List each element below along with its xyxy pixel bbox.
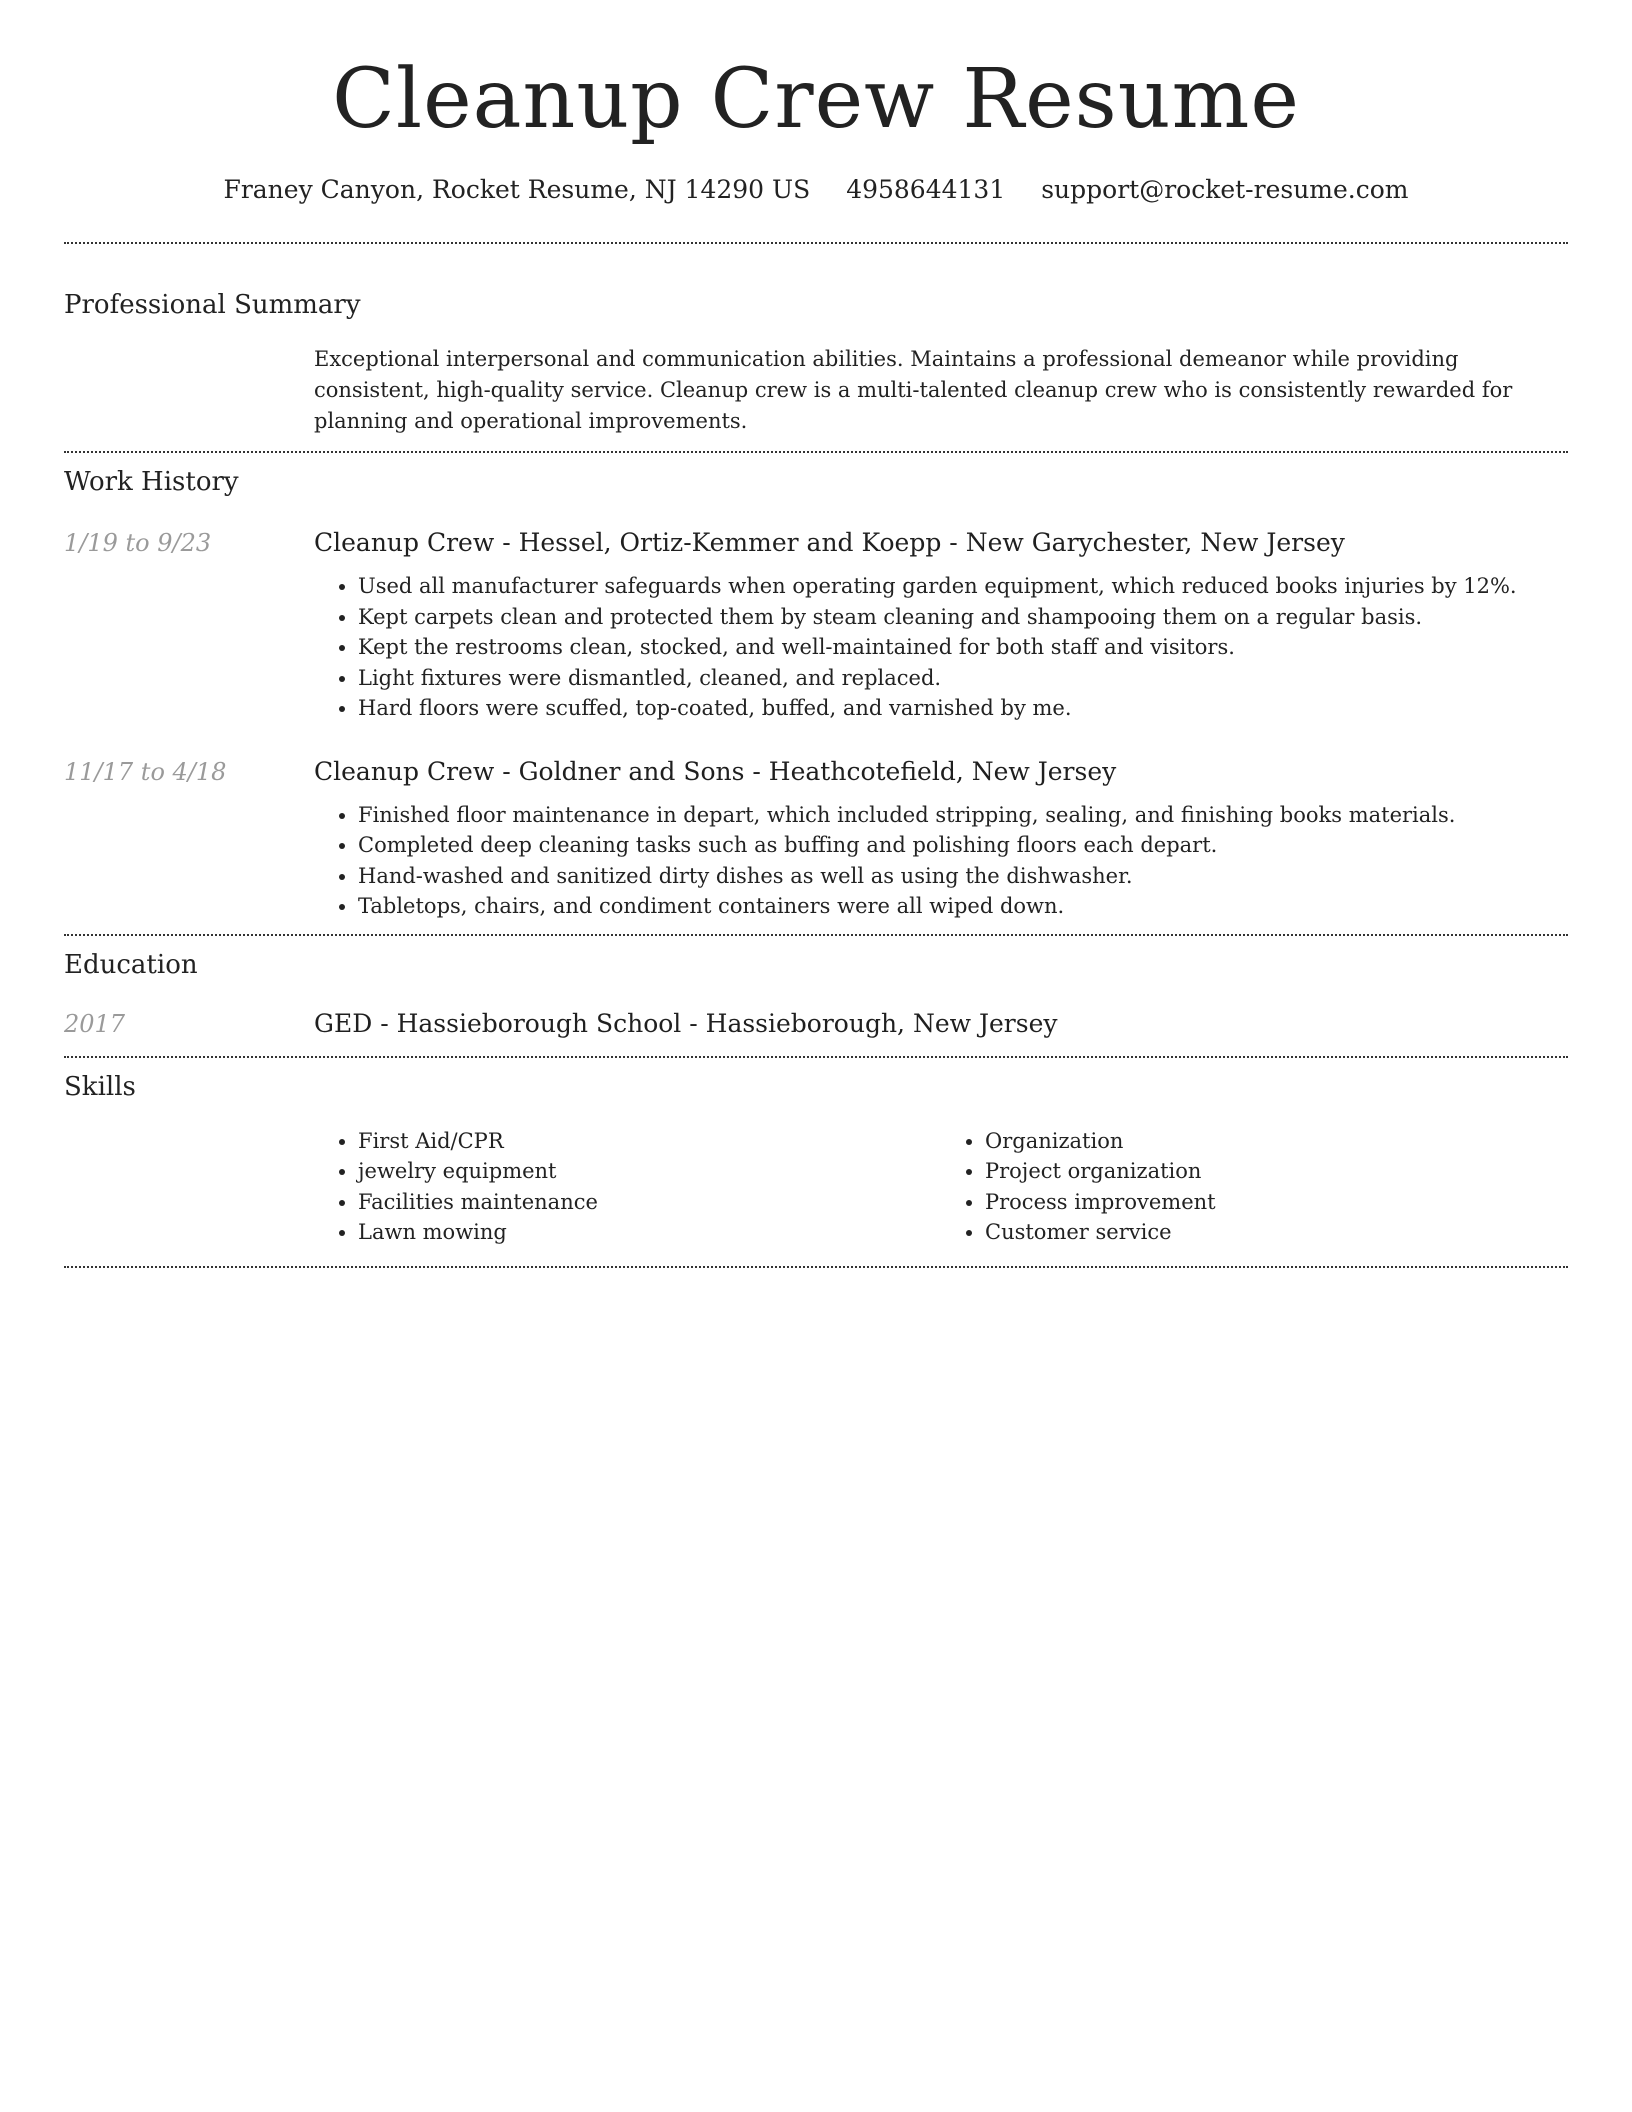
work-content bbox=[314, 527, 1568, 724]
skills-spacer bbox=[64, 1126, 314, 1248]
skills-list-right bbox=[941, 1126, 1568, 1248]
work-title: Cleanup Crew - Goldner and Sons - Heathcotefield, New Jersey bbox=[314, 756, 1117, 786]
page-title: Cleanup Crew Resume bbox=[332, 52, 1300, 147]
education-title: GED - Hassieborough School - Hassieborough, New Jersey bbox=[314, 1008, 1058, 1038]
work-entry bbox=[64, 756, 1568, 934]
list-item: • Kept the restrooms clean, stocked, and well-maintained for both staff and visitors. bbox=[358, 632, 1568, 663]
divider bbox=[64, 1266, 1568, 1268]
work-bullets bbox=[314, 571, 1568, 724]
list-item: • Completed deep cleaning tasks such as buffing and polishing floors each depart. bbox=[358, 830, 1568, 861]
skill-item: • Project organization bbox=[985, 1156, 1568, 1187]
list-item: • Finished floor maintenance in depart, which included stripping, sealing, and finishing books materials. bbox=[358, 800, 1568, 831]
list-item: • Used all manufacturer safeguards when operating garden equipment, which reduced books injuries by 12%. bbox=[358, 571, 1568, 602]
summary-text: Exceptional interpersonal and communication abilities. Maintains a professional demeanor while providing consistent, high-quality service. Cleanup crew is a multi-talented cleanup crew who is consistently rewarded for planning and operational improvements. bbox=[314, 347, 1513, 433]
summary-row bbox=[64, 344, 1568, 451]
work-content bbox=[314, 756, 1568, 922]
contact-email: support@rocket-resume.com bbox=[1041, 175, 1409, 204]
education-entry bbox=[64, 1008, 1568, 1056]
education-year: 2017 bbox=[64, 1009, 126, 1038]
skill-item: • Process improvement bbox=[985, 1187, 1568, 1218]
skill-item: • Customer service bbox=[985, 1217, 1568, 1248]
section-heading-summary: Professional Summary bbox=[64, 290, 361, 320]
resume-page bbox=[64, 0, 1568, 1268]
section-heading-skills: Skills bbox=[64, 1071, 136, 1102]
contact-phone: 4958644131 bbox=[846, 175, 1006, 204]
list-item: • Tabletops, chairs, and condiment containers were all wiped down. bbox=[358, 891, 1568, 922]
section-heading-education: Education bbox=[64, 949, 198, 980]
skill-item: • jewelry equipment bbox=[358, 1156, 941, 1187]
skills-list-left bbox=[314, 1126, 941, 1248]
contact-info bbox=[64, 174, 1568, 206]
section-heading-work: Work History bbox=[64, 467, 239, 497]
work-entry bbox=[64, 527, 1568, 724]
section-summary bbox=[64, 244, 1568, 451]
list-item: • Hard floors were scuffed, top-coated, buffed, and varnished by me. bbox=[358, 693, 1568, 724]
contact-address: Franey Canyon, Rocket Resume, NJ 14290 US bbox=[223, 175, 811, 204]
section-work-history bbox=[64, 453, 1568, 934]
skill-item: • Lawn mowing bbox=[358, 1217, 941, 1248]
work-bullets bbox=[314, 800, 1568, 922]
work-dates: 1/19 to 9/23 bbox=[64, 529, 212, 557]
skills-columns bbox=[314, 1126, 1568, 1248]
skill-item: • Organization bbox=[985, 1126, 1568, 1157]
summary-spacer bbox=[64, 344, 314, 437]
list-item: • Light fixtures were dismantled, cleaned, and replaced. bbox=[358, 663, 1568, 694]
section-education bbox=[64, 936, 1568, 1056]
skill-item: • Facilities maintenance bbox=[358, 1187, 941, 1218]
list-item: • Hand-washed and sanitized dirty dishes as well as using the dishwasher. bbox=[358, 861, 1568, 892]
list-item: • Kept carpets clean and protected them by steam cleaning and shampooing them on a regular basis. bbox=[358, 602, 1568, 633]
work-title: Cleanup Crew - Hessel, Ortiz-Kemmer and Koepp - New Garychester, New Jersey bbox=[314, 528, 1345, 557]
skill-item: • First Aid/CPR bbox=[358, 1126, 941, 1157]
skills-row bbox=[64, 1126, 1568, 1266]
section-skills bbox=[64, 1058, 1568, 1266]
work-dates: 11/17 to 4/18 bbox=[64, 757, 227, 786]
